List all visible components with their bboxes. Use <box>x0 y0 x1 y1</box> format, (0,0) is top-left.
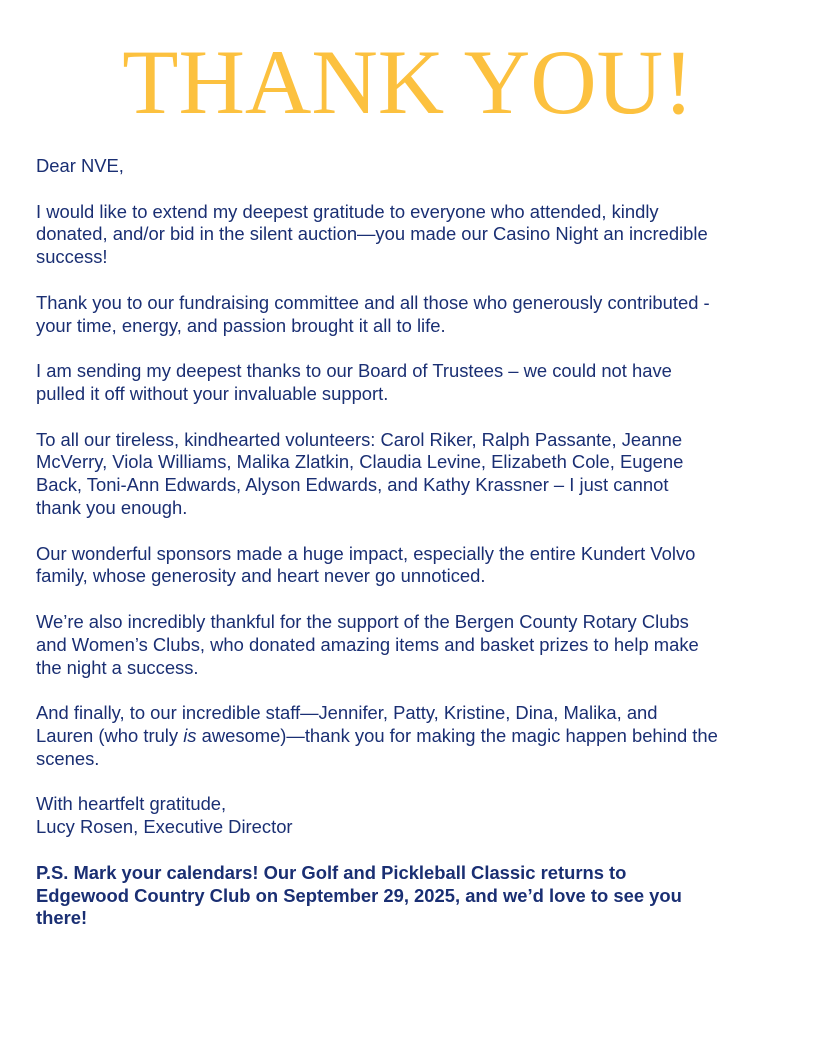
postscript-line: Edgewood Country Club on September 29, 2025, and we’d love to see you <box>36 884 682 906</box>
paragraph-board-thanks <box>36 360 786 406</box>
postscript-line: there! <box>36 907 88 929</box>
valediction: With heartfelt gratitude, <box>36 793 227 815</box>
page-title: THANK YOU! <box>122 31 694 133</box>
paragraph-line: Thank you to our fundraising committee and all those who generously contributed - <box>36 291 710 313</box>
paragraph-line: scenes. <box>36 747 100 769</box>
paragraph-line: Our wonderful sponsors made a huge impact, especially the entire Kundert Volvo <box>36 542 696 564</box>
paragraph-auction-thanks <box>36 201 786 269</box>
paragraph-committee-thanks <box>36 292 786 338</box>
paragraph-volunteers-thanks <box>36 429 786 520</box>
paragraph-line: success! <box>36 246 108 268</box>
greeting <box>36 155 786 178</box>
paragraph-line: family, whose generosity and heart never go unnoticed. <box>36 565 486 587</box>
signature: Lucy Rosen, Executive Director <box>36 816 293 838</box>
paragraph-line: McVerry, Viola Williams, Malika Zlatkin, Claudia Levine, Elizabeth Cole, Eugene <box>36 451 684 473</box>
paragraph-line: I am sending my deepest thanks to our Board of Trustees – we could not have <box>36 360 672 382</box>
postscript <box>36 862 786 930</box>
paragraph-line: I would like to extend my deepest gratitude to everyone who attended, kindly <box>36 200 659 222</box>
paragraph-line: donated, and/or bid in the silent auction—you made our Casino Night an incredible <box>36 223 708 245</box>
paragraph-line: pulled it off without your invaluable support. <box>36 382 389 404</box>
postscript-line: P.S. Mark your calendars! Our Golf and Pickleball Classic returns to <box>36 861 627 883</box>
closing <box>36 793 786 839</box>
paragraph-sponsors-thanks <box>36 543 786 589</box>
paragraph-clubs-thanks <box>36 611 786 679</box>
paragraph-line <box>36 725 786 748</box>
emphasis-text: is <box>183 724 197 746</box>
paragraph-line: the night a success. <box>36 656 199 678</box>
paragraph-line: your time, energy, and passion brought it all to life. <box>36 314 446 336</box>
paragraph-line: We’re also incredibly thankful for the support of the Bergen County Rotary Clubs <box>36 610 689 632</box>
staff-line-end: awesome)—thank you for making the magic happen behind the <box>196 724 718 746</box>
greeting-text: Dear NVE, <box>36 155 124 176</box>
staff-line-start: Lauren (who truly <box>36 724 184 746</box>
paragraph-staff-thanks <box>36 702 786 770</box>
paragraph-line: To all our tireless, kindhearted volunteers: Carol Riker, Ralph Passante, Jeanne <box>36 428 683 450</box>
paragraph-line: Back, Toni-Ann Edwards, Alyson Edwards, and Kathy Krassner – I just cannot <box>36 474 669 496</box>
paragraph-line: thank you enough. <box>36 496 188 518</box>
letter-body <box>36 155 786 953</box>
paragraph-line: And finally, to our incredible staff—Jennifer, Patty, Kristine, Dina, Malika, and <box>36 702 658 724</box>
paragraph-line: and Women’s Clubs, who donated amazing items and basket prizes to help make <box>36 633 699 655</box>
